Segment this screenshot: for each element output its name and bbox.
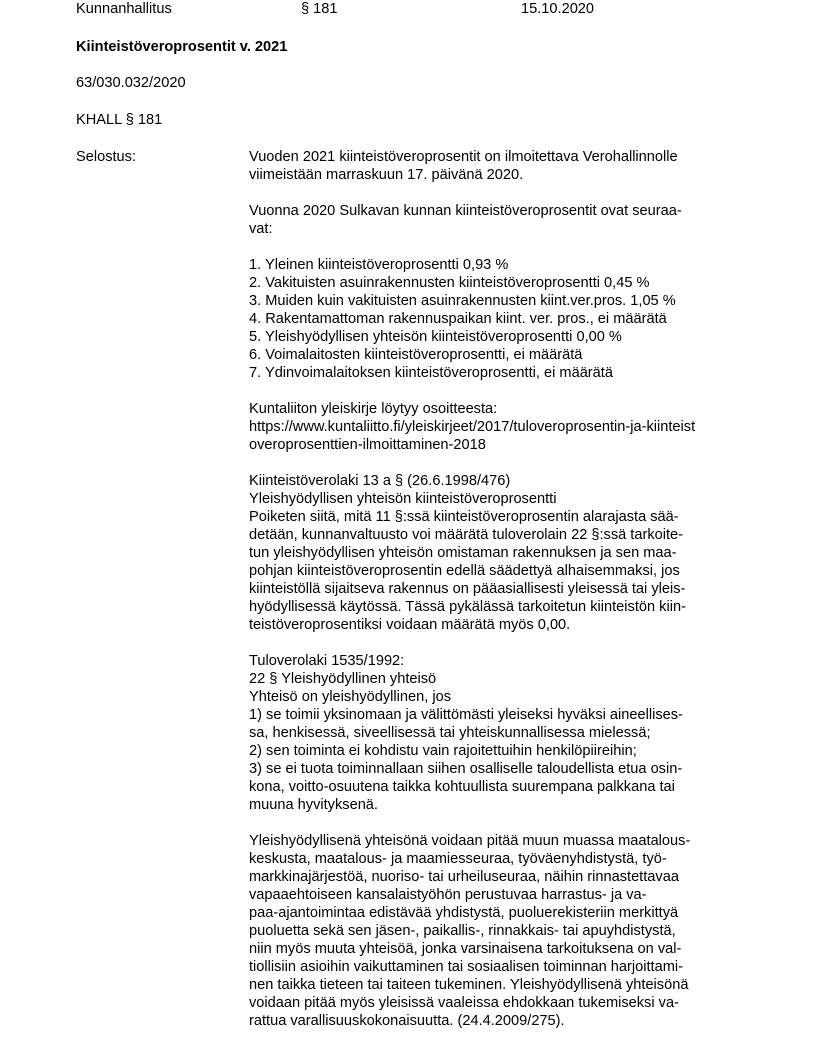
- text-line: Yleishyödyllisen yhteisön kiinteistöveroprosentti: [249, 491, 557, 507]
- paragraph: [249, 832, 749, 1030]
- header-date: 15.10.2020: [521, 1, 595, 17]
- text-line: sa, henkisessä, siveellisessä tai yhteiskunnallisessa mielessä;: [249, 725, 651, 741]
- text-line: niin myös muuta yhteisöä, jonka varsinaisena tarkoituksena on val-: [249, 941, 682, 957]
- header-section: § 181: [301, 1, 338, 17]
- text-line: hyödyllisessä käytössä. Tässä pykälässä tarkoitetun kiinteistön kiin-: [249, 599, 686, 615]
- text-line: 3. Muiden kuin vakituisten asuinrakennusten kiint.ver.pros. 1,05 %: [249, 293, 676, 309]
- text-line: 2) sen toiminta ei kohdistu vain rajoitettuihin henkilöpiireihin;: [249, 743, 637, 759]
- text-line: voidaan pitää myös yleisissä vaaleissa ehdokkaan tukemiseksi va-: [249, 995, 679, 1011]
- text-line: 2. Vakituisten asuinrakennusten kiinteistöveroprosentti 0,45 %: [249, 275, 650, 291]
- paragraph: [249, 652, 749, 814]
- text-line: detään, kunnanvaltuusto voi määrätä tuloverolain 22 §:ssä tarkoite-: [249, 527, 684, 543]
- text-line: puoluetta sekä sen jäsen-, paikallis-, rinnakkais- tai apuyhdistystä,: [249, 923, 676, 939]
- text-line: Kiinteistöverolaki 13 a § (26.6.1998/476): [249, 473, 511, 489]
- text-line: vapaaehtoiseen kansalaistyöhön perustuvaa harrastus- ja va-: [249, 887, 647, 903]
- paragraph: [249, 148, 749, 184]
- khall-reference: KHALL § 181: [76, 112, 163, 128]
- text-line: vat:: [249, 221, 273, 237]
- text-line: overoprosenttien-ilmoittaminen-2018: [249, 437, 486, 453]
- text-line: Yhteisö on yleishyödyllinen, jos: [249, 689, 451, 705]
- text-line: Vuoden 2021 kiinteistöveroprosentit on ilmoitettava Verohallinnolle: [249, 149, 678, 165]
- paragraph: [249, 472, 749, 634]
- text-line: markkinajärjestöä, nuoriso- tai urheiluseuraa, näihin rinnastettavaa: [249, 869, 679, 885]
- text-line: 1) se toimii yksinomaan ja välittömästi yleiseksi hyväksi aineellises-: [249, 707, 683, 723]
- text-line: nen taikka tieteen tai taiteen tukeminen. Yleishyödyllisenä yhteisönä: [249, 977, 689, 993]
- text-line: https://www.kuntaliitto.fi/yleiskirjeet/2017/tuloveroprosentin-ja-kiinteist: [249, 419, 696, 435]
- header-body: Kunnanhallitus: [76, 1, 172, 17]
- text-line: rattua varallisuuskokonaisuutta. (24.4.2009/275).: [249, 1013, 565, 1029]
- text-line: 4. Rakentamattoman rakennuspaikan kiint. ver. pros., ei määrätä: [249, 311, 667, 327]
- text-line: muuna hyvityksenä.: [249, 797, 378, 813]
- text-line: Yleishyödyllisenä yhteisönä voidaan pitää muun muassa maatalous-: [249, 833, 691, 849]
- explanation-body: [249, 148, 749, 1048]
- text-line: tun yleishyödyllisen yhteisön omistaman rakennuksen ja sen maa-: [249, 545, 677, 561]
- section-label: Selostus:: [76, 149, 137, 165]
- page-header: [0, 0, 816, 20]
- text-line: paa-ajantoimintaa edistävää yhdistystä, puoluerekisteriin merkittyä: [249, 905, 679, 921]
- text-line: 7. Ydinvoimalaitoksen kiinteistöveroprosentti, ei määrätä: [249, 365, 613, 381]
- paragraph: [249, 400, 749, 454]
- paragraph: [249, 202, 749, 238]
- text-line: Poiketen siitä, mitä 11 §:ssä kiinteistöveroprosentin alarajasta sää-: [249, 509, 679, 525]
- reference-number: 63/030.032/2020: [76, 75, 186, 91]
- text-line: viimeistään marraskuun 17. päivänä 2020.: [249, 167, 524, 183]
- document-title: Kiinteistöveroprosentit v. 2021: [76, 39, 288, 55]
- text-line: 3) se ei tuota toiminnallaan siihen osalliselle taloudellista etua osin-: [249, 761, 683, 777]
- text-line: Kuntaliiton yleiskirje löytyy osoitteesta:: [249, 401, 498, 417]
- text-line: 22 § Yleishyödyllinen yhteisö: [249, 671, 437, 687]
- text-line: teistöveroprosentiksi voidaan määrätä myös 0,00.: [249, 617, 571, 633]
- text-line: 6. Voimalaitosten kiinteistöveroprosentti, ei määrätä: [249, 347, 583, 363]
- text-line: kiinteistöllä sijaitseva rakennus on pääasiallisesti yleisessä tai yleis-: [249, 581, 686, 597]
- text-line: 5. Yleishyödyllisen yhteisön kiinteistöveroprosentti 0,00 %: [249, 329, 622, 345]
- text-line: kona, voitto-osuutena taikka kohtuullista suurempana palkkana tai: [249, 779, 675, 795]
- text-line: pohjan kiinteistöveroprosentin edellä säädettyä alhaisemmaksi, jos: [249, 563, 680, 579]
- text-line: Tuloverolaki 1535/1992:: [249, 653, 405, 669]
- text-line: Vuonna 2020 Sulkavan kunnan kiinteistöveroprosentit ovat seuraa-: [249, 203, 682, 219]
- text-line: keskusta, maatalous- ja maamiesseuraa, työväenyhdistystä, työ-: [249, 851, 667, 867]
- text-line: tiollisiin asioihin vaikuttaminen tai sosiaalisen toiminnan harjoittami-: [249, 959, 683, 975]
- paragraph: [249, 256, 749, 382]
- text-line: 1. Yleinen kiinteistöveroprosentti 0,93 %: [249, 257, 509, 273]
